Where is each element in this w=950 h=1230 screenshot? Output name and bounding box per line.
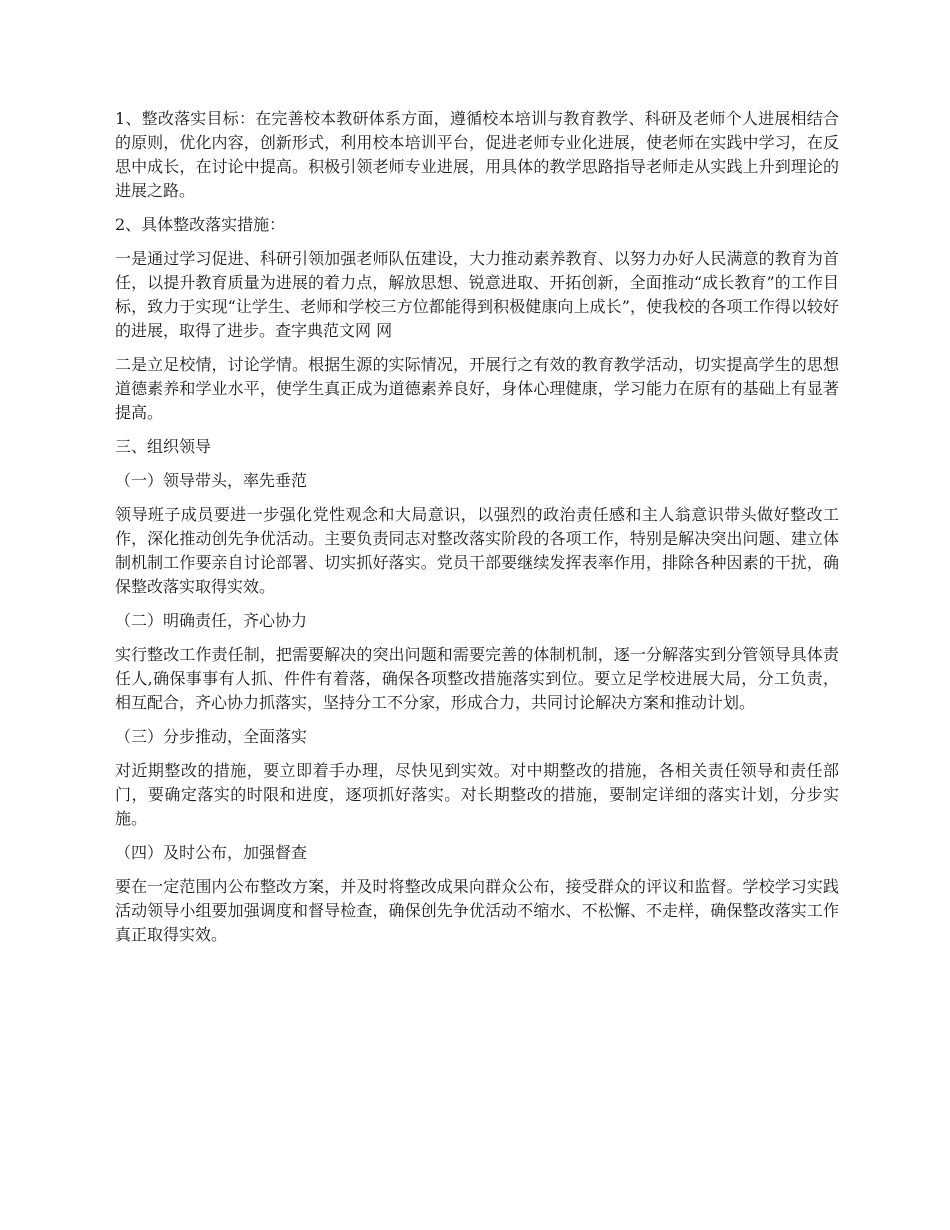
paragraph-measure-two: 二是立足校情，讨论学情。根据生源的实际情况，开展行之有效的教育教学活动，切实提高学生的思想道德素养和学业水平，使学生真正成为道德素养良好，身体心理健康，学习能力在原有的基础上有显著提高。 [115,355,839,422]
heading-subsection-one: （一）领导带头，率先垂范 [115,471,308,490]
heading-organization-leadership: 三、组织领导 [115,437,212,456]
paragraph-rectification-goal: 1、整改落实目标：在完善校本教研体系方面，遵循校本培训与教育教学、科研及老师个人进展相结合的原则，优化内容，创新形式，利用校本培训平台，促进老师专业化进展，使老师在实践中学习，在反思中成长，在讨论中提高。积极引领老师专业进展，用具体的教学思路指导老师走从实践上升到理论的进展之路。 [115,109,839,200]
heading-subsection-four: （四）及时公布，加强督查 [115,843,308,862]
paragraph-subsection-two: 实行整改工作责任制，把需要解决的突出问题和需要完善的体制机制，逐一分解落实到分管领导具体责任人,确保事事有人抓、件件有着落，确保各项整改措施落实到位。要立足学校进展大局，分工负责，相互配合，齐心协力抓落实，坚持分工不分家，形成合力，共同讨论解决方案和推动计划。 [115,645,839,712]
heading-subsection-three: （三）分步推动，全面落实 [115,727,308,746]
heading-specific-measures: 2、具体整改落实措施： [115,215,286,234]
paragraph-subsection-one: 领导班子成员要进一步强化党性观念和大局意识，以强烈的政治责任感和主人翁意识带头做好整改工作，深化推动创先争优活动。主要负责同志对整改落实阶段的各项工作，特别是解决突出问题、建立体制机制工作要亲自讨论部署、切实抓好落实。党员干部要继续发挥表率作用，排除各种因素的干扰，确保整改落实取得实效。 [115,505,839,596]
paragraph-subsection-four: 要在一定范围内公布整改方案，并及时将整改成果向群众公布，接受群众的评议和监督。学校学习实践活动领导小组要加强调度和督导检查，确保创先争优活动不缩水、不松懈、不走样，确保整改落实工作真正取得实效。 [115,877,839,944]
paragraph-measure-one: 一是通过学习促进、科研引领加强老师队伍建设，大力推动素养教育、以努力办好人民满意的教育为首任，以提升教育质量为进展的着力点，解放思想、锐意进取、开拓创新，全面推动“成长教育”的工作目标，致力于实现“让学生、老师和学校三方位都能得到积极健康向上成长”，使我校的各项工作得以较好的进展，取得了进步。查字典范文网 网 [115,249,839,340]
paragraph-subsection-three: 对近期整改的措施，要立即着手办理，尽快见到实效。对中期整改的措施，各相关责任领导和责任部门，要确定落实的时限和进度，逐项抓好落实。对长期整改的措施，要制定详细的落实计划，分步实施。 [115,761,839,828]
heading-subsection-two: （二）明确责任，齐心协力 [115,611,308,630]
